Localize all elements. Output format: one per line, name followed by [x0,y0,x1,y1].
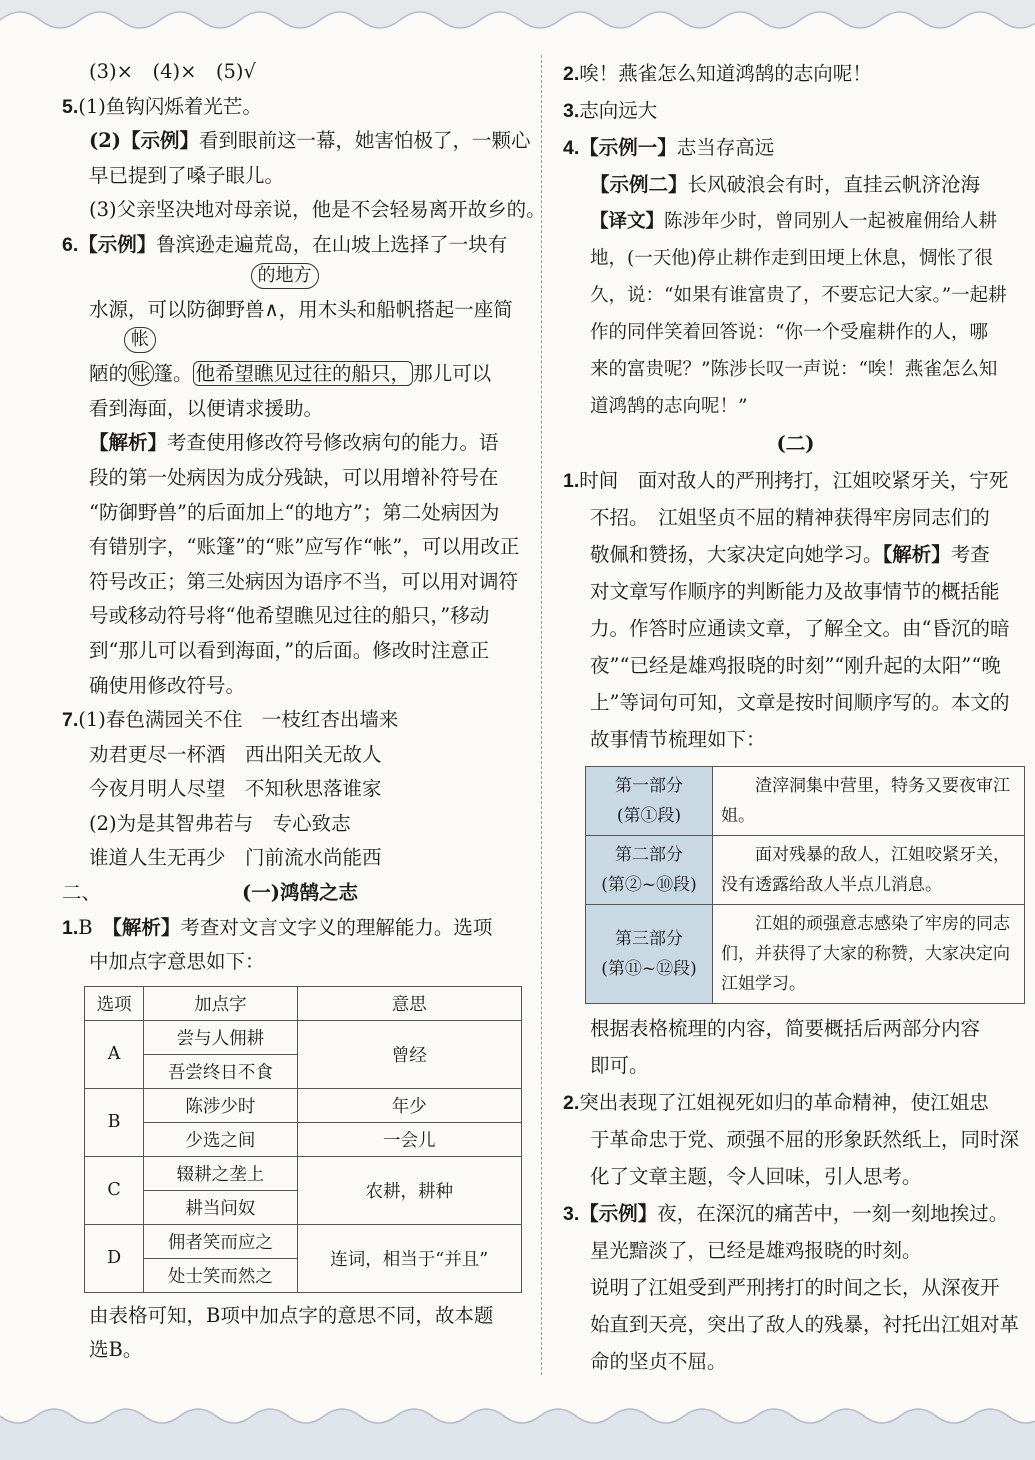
section-title: (二) [776,432,815,455]
question-2: 2.唉！燕雀怎么知道鸿鹄的志向呢！ [563,62,872,85]
passage-question-3: 3.【示例】夜，在深沉的痛苦中，一刻一刻地挨过。 星光黯淡了，已经是雄鸡报晓的时刻。 说明了江姐受到严刑拷打的时间之长，从深夜开 始直到天亮，突出了敌人的残暴，衬托出江姐对革 命的坚贞不屈。 [563,1202,1020,1373]
table-row: 处士笑而然之 [85,1258,522,1292]
question-number: 2. [563,63,580,85]
right-column [563,55,1028,1380]
column-divider [541,55,542,1375]
question-number: 3. [563,1203,580,1225]
word-meaning-table [84,986,522,1293]
moved-text: 他希望瞧见过往的船只， [193,361,414,386]
inserted-text: 的地方 [251,263,319,289]
section-heading: 二、 (一)鸿鹄之志 [62,876,528,911]
left-column [62,55,546,1368]
table-row: 吾尝终日不食 [85,1054,522,1088]
question-number: 1. [563,470,580,492]
table-header: 选项 [85,986,144,1020]
question-number: 5. [62,95,79,118]
question-number: 6. [62,233,79,256]
bottom-wave-border [0,1402,1035,1460]
question-6: 6.【示例】鲁滨逊走遍荒岛，在山坡上选择了一块有 水源，可以防御野兽∧ 的地方 ，用木头和船帆搭起一座简 陋的 账 帐 篷。 他希望瞧见过往的船只， 那儿可以 看到海面，以便请求援助。 【解析】考查使用修改符号修改病句的能力。语 段的第一处病因为成分残缺，可以用增补符号在 “防御野兽”的后面加上“的地方”；第二处病因为 有错别字，“账篷”的“账”应写作“帐”，可以用改正 符号改正；第三处病因为语序不当，可以用对调符 号或移动符号将“他希望瞧见过往的船只，”移动 到“那儿可以看到海面，”的后面。修改时注意正 确使用修改符号。 [62,232,520,697]
insert-mark: ∧ 的地方 [265,293,279,328]
passage-question-1: 1.时间 面对敌人的严刑拷打，江姐咬紧牙关，宁死 不招。 江姐坚贞不屈的精神获得牢房同志们的 敬佩和赞扬，大家决定向她学习。【解析】考查 对文章写作顺序的判断能力及故事情节的概括能 力。作答时应通读文章，了解全文。由“昏沉的暗 夜”“已经是雄鸡报晓的时刻”“刚升起的太阳”“晚 上”等词句可知，文章是按时间顺序写的。本文的 故事情节梳理如下： 第一部分 (第①段) 渣滓洞集中营里，特务又要夜审江姐。 第二部分 (第②~⑩段) 面对残暴的敌人，江姐咬紧牙关，没有透露给敌人半点儿消息。 第三部分 (第⑪~⑫段) 江姐的顽强意志感染了牢房的同志们，并获得了大家的称赞，大家决定向江姐学习。 根据表格梳理的内容，简要概括后两部分内容 即可。 [563,462,1028,1084]
question-3: 3.志向远大 [563,99,658,122]
question-number: 1. [62,916,79,939]
table-row: 第三部分 (第⑪~⑫段) 江姐的顽强意志感染了牢房的同志们，并获得了大家的称赞，大家决定向江姐学习。 [586,905,1025,1004]
question-number: 3. [563,100,580,122]
question-7: 7.(1)春色满园关不住 一枝红杏出墙来 劝君更尽一杯酒 西出阳关无故人 今夜月明人尽望 不知秋思落谁家 (2)为是其智弗若与 专心致志 谁道人生无再少 门前流水尚能西 [62,708,399,870]
wrong-char: 账 [128,361,154,386]
table-row: 耕当问奴 [85,1190,522,1224]
table-row: 少选之间 一会儿 [85,1122,522,1156]
answer-line-3-5: (3)× (4)× (5)√ [89,60,256,83]
analysis-tag: 【解析】 [89,431,168,455]
table-header: 加点字 [144,986,297,1020]
question-number: 7. [62,709,79,732]
table-row: 第二部分 (第②~⑩段) 面对残暴的敌人，江姐咬紧牙关，没有透露给敌人半点儿消息。 [586,836,1025,905]
plot-summary-table [585,766,1025,1004]
section-title: (一)鸿鹄之志 [242,881,358,905]
question-1-classical: 1.B 【解析】考查对文言文字义的理解能力。选项 中加点字意思如下： 选项 加点字 意思 A 尝与人佣耕 曾经 吾尝终日不食 B 陈涉少时 年少 少选之间 一会儿 C 辍耕之垄上 农耕，耕种 耕当问奴 D 佣者笑而应之 连词，相当于“并且” 处士笑而然之 由表格可知，B项中加点字的意思不同，故本题 选B。 [62,911,528,1368]
table-row: A 尝与人佣耕 曾经 [85,1020,522,1054]
question-number: 2. [563,1092,580,1114]
question-5: 5.(1)鱼钩闪烁着光芒。 (2)【示例】看到眼前这一幕，她害怕极了，一颗心 早已提到了嗓子眼儿。 (3)父亲坚决地对母亲说，他是不会轻易离开故乡的。 [62,94,546,222]
top-wave-border [0,0,1035,32]
question-4: 4.【示例一】志当存高远 【示例二】长风破浪会有时，直挂云帆济沧海 【译文】陈涉年少时，曾同别人一起被雇佣给人耕 地，(一天他)停止耕作走到田埂上休息，惆怅了很 久，说：“如果有谁富贵了，不要忘记大家。”一起耕 作的同伴笑着回答说：“你一个受雇耕作的人，哪 来的富贵呢？”陈涉长叹一声说：“唉！燕雀怎么知 道鸿鹄的志向呢！” [563,136,1007,417]
table-row: C 辍耕之垄上 农耕，耕种 [85,1156,522,1190]
translation-tag: 【译文】 [590,211,665,232]
table-row: 第一部分 (第①段) 渣滓洞集中营里，特务又要夜审江姐。 [586,767,1025,836]
question-number: 4. [563,137,580,159]
table-header: 意思 [297,986,522,1020]
correction-mark [128,329,154,392]
passage-question-2: 2.突出表现了江姐视死如归的革命精神，使江姐忠 于革命忠于党、顽强不屈的形象跃然纸上，同时深 化了文章主题，令人回味，引人思考。 [563,1091,1020,1188]
corrected-char: 帐 [124,327,156,353]
table-row: B 陈涉少时 年少 [85,1088,522,1122]
table-row: D 佣者笑而应之 连词，相当于“并且” [85,1224,522,1258]
